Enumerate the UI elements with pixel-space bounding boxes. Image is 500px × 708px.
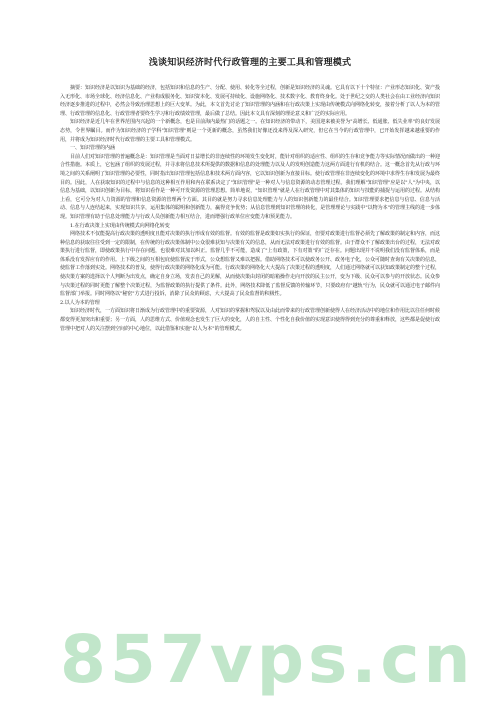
section-heading: 1.在行政决策上实现由传统模式向网络化转变 xyxy=(70,222,170,229)
paragraph: 摘要：知识经济是以知识为基础的经济，包括知识和信息的生产、分配、使用、转化等全过程，创新是知识经济的灵魂。它具有以下十个特征：产业形态知识化、资产投入无形化、市场全球化、经济信息化、产业构成服务化、知识资本化、发展可持续化、设施网络化、技术数字化、教育终身化。处于世纪之交的人类社会在由工业经济向知识经济逐步推进的过程中，必然会导致治理思想上的巨大变革。为此，本文首先讨论了知识管理的内涵和在行政决策上实现由传统模式向网络化转变，接着分析了以人为本的管理、行政管理的信息化、行政管理者要终生学习和行政绩效管理，最后做了总结。因此本文具有深刻的理论意义和广泛的实际应用。 xyxy=(60,85,441,117)
paragraph: 知识经济是近几年在世界范围内兴起的一个新概念，也是目前海内最热门的话题之一。在知识经济的带动下，美国迎来被美誉为"高增长、低通胀、低失业率"的良好发展态势，令世界瞩目。而作为知识经济的子学科"知识管理"则是一个更新的概念，虽然我们好像还没来得及深入研究，但它在当今的行政管理中，已开始发挥越来越重要的作用，并将成为知识经济时代行政管理的主要工具和管理模式。 xyxy=(60,119,440,143)
paragraph: 目前人们对知识管理的普遍概念是：知识管理是当面对日益增长的非连续性的环境发生变化时，能针对组织的适应性、组织的生存和竞争能力等实际情况而做出的一种迎合性措施。本质上，它包涵了组织的发展过程，并寻求将信息技术所提供的数据和信息的处理能力以及人的发明创造能力这两方面进行有机的结合。这一概念首先从行政与环境之间的关系阐明了知识管理的必要性，同时指出知识管理包括信息和技术两方面内容，它以知识创新为直接目标。使行政管理在非连续变化的环境中求得生存和发展为最终目的。因此，人在获取知识的过程中与信息的这种相互作用和内在联系决定了"知识管理"是一种对人与信息资源的动态管理过程。我们理解"知识管理"应是以"人"为中央，以信息为基础，以知识创新为目标，将知识看作是一种可开发资源的管理思想。简单地说，"知识管理"就是人在行政管理中对其集体的知识与技能的捕捉与运用的过程。从结构上看，它可分为对人力资源的管理和信息资源的管理两个方面。其目的就是努力寻求信息处理能力与人的知识创新能力的最佳结合。知识管理要求把信息与信息、信息与活动、信息与人连结起来，实现知识共享，运用集体的聪明和创新能力，赢得竞争优势；从信息管理到知识管理的转化，是管理理论与实践中"以物为本"的管理主线的进一步体现。知识管理有助于信息处理能力与行政人员创新能力相互结合，进而增强行政单位应变能力和预见能力。 xyxy=(60,153,441,220)
paragraph: 知识经济时代，一方面知识将日渐成为行政管理中的重要资源，人对知识的掌握和驾驭以及由此而带来的行政管理创新使得人在经济活动中的地位和作用比以往任何时候都变得更加突出和重要；另一方面，人的思维方式、价值观念也发生了巨大的变化，人的自主性、个性化自我价值的实现意识使得得到充分的尊重和释放，这些都是促使行政管理中把对人的关注摆到空间的中心地位，以此借鉴和实施"以人为本"的管理模式。 xyxy=(60,308,441,332)
watermark: 857vps.cn xyxy=(60,621,475,698)
document-body xyxy=(60,84,440,333)
paragraph: 网络技术不仅能提高行政决策的透明度且能对决策的执行形成有效的监督。有效的监督是政策如实执行的保证，但要对政策进行监督必须先了解政策的制定和内容，而这种信息的获取往往受到一定的限制，在传统的行政决策体制中公众很难获知与决策有关的信息，从而无法对政策进行有效的监督。由于群众不了解政策出台的过程，无法对政策执行进行监督，即使政策执行中存在问题，也很难对其加以纠正。监督几乎不可能，造成了"上有政策，下有对策"的广泛存在。问题出现并不说明我们没有监督体系，而是体系没有发挥应有的作用。上下级之间的互相包庇使监督流于形式，公众想监督又难以把握。借助网络技术可以使政务公开、政务电子化，公众可随时查询有关决策的信息，使监督工作落到实处。网络技术的普及，使得行政决策的网络化成为可能。行政决策的网络化大大提高了决策过程的透明度，人们通过网络就可以获知政策制定的整个过程，使决策方案的选择以个人判断为出发点，确定自身立场，发表自己的见解，从而使决策由封闭的暗箱操作走向开放的民主公开，变为下级、民众可以参与的开放状态。民众参与决策过程的同时更能了解整个决策过程，为监督政策的执行提供了条件。此外，网络技术降低了监督反馈的传输环节，只要政府有"越轨"行为，民众就可以通过电子邮件向监督部门举报。同时网络以"秘密"方式进行投诉，消除了民众的顾虑，大大提高了民众监督的积极性。 xyxy=(60,231,441,298)
section-heading: 一、知识管理的内涵 xyxy=(70,145,116,152)
document-title: 浅谈知识经济时代行政管理的主要工具和管理模式 xyxy=(148,58,352,68)
section-heading: 2.以人为本的管理 xyxy=(60,299,100,306)
document-page xyxy=(60,55,440,333)
